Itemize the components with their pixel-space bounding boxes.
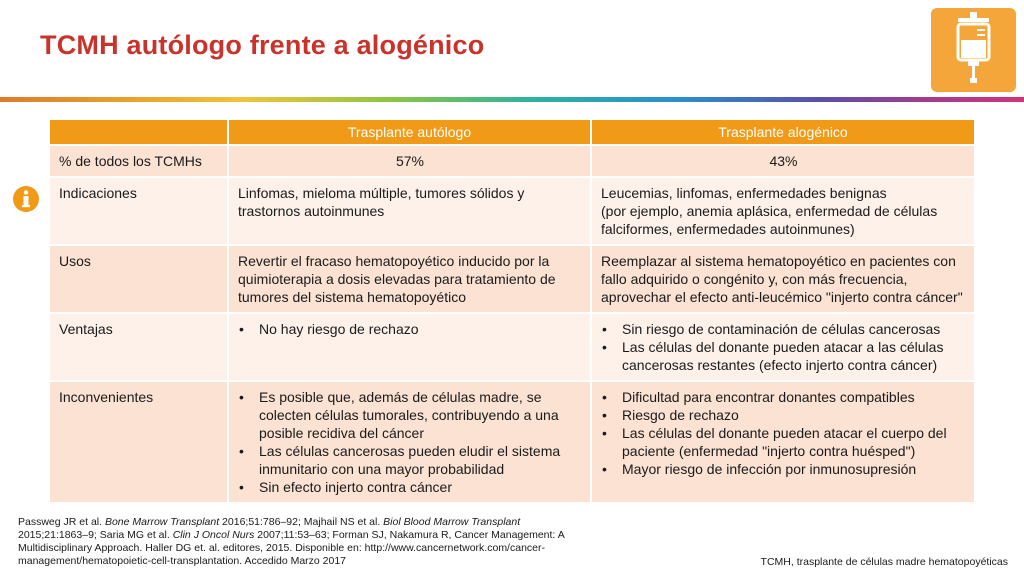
autologous-value: Linfomas, mieloma múltiple, tumores sólidos y trastornos autoinmunes: [228, 177, 591, 245]
bullet-item: • No hay riesgo de rechazo: [238, 320, 582, 338]
header-divider: [0, 97, 1024, 102]
abbreviation-footnote: TCMH, trasplante de células madre hematopoyéticas: [760, 556, 1008, 568]
references: [18, 516, 578, 568]
bullet-item: • Es posible que, además de células madre, se colecten células tumorales, contribuyendo a una posible recidiva del cáncer: [238, 388, 582, 442]
journal-name: Clin J Oncol Nurs: [172, 529, 255, 541]
bullet-item: • Las células del donante pueden atacar el cuerpo del paciente (enfermedad "injerto contra huésped"): [601, 424, 966, 460]
bullet-item: • Las células del donante pueden atacar a las células cancerosas restantes (efecto injerto contra cáncer): [601, 338, 966, 374]
allogeneic-main-text: Leucemias, linfomas, enfermedades benignas: [601, 185, 887, 201]
autologous-value: [228, 381, 591, 503]
table-row: [49, 245, 975, 313]
header-autologous: Trasplante autólogo: [228, 119, 591, 145]
table-row: [49, 177, 975, 245]
iv-bag-icon: [931, 8, 1016, 92]
bullet-item: • Dificultad para encontrar donantes compatibles: [601, 388, 966, 406]
autologous-value: [228, 313, 591, 381]
header-allogeneic: Trasplante alogénico: [591, 119, 975, 145]
table-row: [49, 145, 975, 177]
journal-name: Bone Marrow Transplant: [104, 516, 220, 528]
table-header-row: [49, 119, 975, 145]
reference-text: 2015;21:1863–9; Saria MG et al.: [18, 529, 173, 541]
bullet-item: • Mayor riesgo de infección por inmunosupresión: [601, 460, 966, 478]
row-label: Inconvenientes: [49, 381, 228, 503]
page-title: TCMH autólogo frente a alogénico: [40, 30, 485, 60]
bullet-item: • Riesgo de rechazo: [601, 406, 966, 424]
autologous-value: 57%: [228, 145, 591, 177]
row-label: % de todos los TCMHs: [49, 145, 228, 177]
bullet-item: • Sin riesgo de contaminación de células cancerosas: [601, 320, 966, 338]
comparison-table: [48, 118, 976, 504]
allogeneic-value: Reemplazar al sistema hematopoyético en pacientes con fallo adquirido o congénito y, con más frecuencia, aprovechar el efecto anti-leucémico "injerto contra cáncer": [591, 245, 975, 313]
row-label: Usos: [49, 245, 228, 313]
reference-text: Passweg JR et al.: [18, 516, 105, 528]
row-label: Ventajas: [49, 313, 228, 381]
logo-badge: [931, 8, 1016, 92]
journal-name: Biol Blood Marrow Transplant: [383, 516, 521, 528]
bullet-item: • Sin efecto injerto contra cáncer: [238, 478, 582, 496]
allogeneic-value: [591, 313, 975, 381]
row-label: Indicaciones: [49, 177, 228, 245]
table-row: [49, 381, 975, 503]
allogeneic-value: [591, 177, 975, 245]
info-icon[interactable]: [12, 185, 40, 213]
allogeneic-value: [591, 381, 975, 503]
header-corner: [49, 119, 228, 145]
autologous-value: Revertir el fracaso hematopoyético inducido por la quimioterapia a dosis elevadas para tratamiento de tumores del sistema hematopoyético: [228, 245, 591, 313]
reference-text: 2016;51:786–92; Majhail NS et al.: [219, 516, 384, 528]
bullet-item: • Las células cancerosas pueden eludir el sistema inmunitario con una mayor probabilidad: [238, 442, 582, 478]
allogeneic-value: 43%: [591, 145, 975, 177]
table-row: [49, 313, 975, 381]
reference-text: 2007;11:53–63; Forman SJ, Nakamura R, Cancer Management: A Multidisciplinary Approach. Haller DG et. al. editores, 2015. Disponible en: http://www.cancernetwork.com/cancer-management/hematopoietic-cell-transplantation. Accedido Marzo 2017: [18, 529, 565, 567]
allogeneic-sub-text: (por ejemplo, anemia aplásica, enfermedad de células falciformes, enfermedades autoinmunes): [601, 203, 938, 237]
